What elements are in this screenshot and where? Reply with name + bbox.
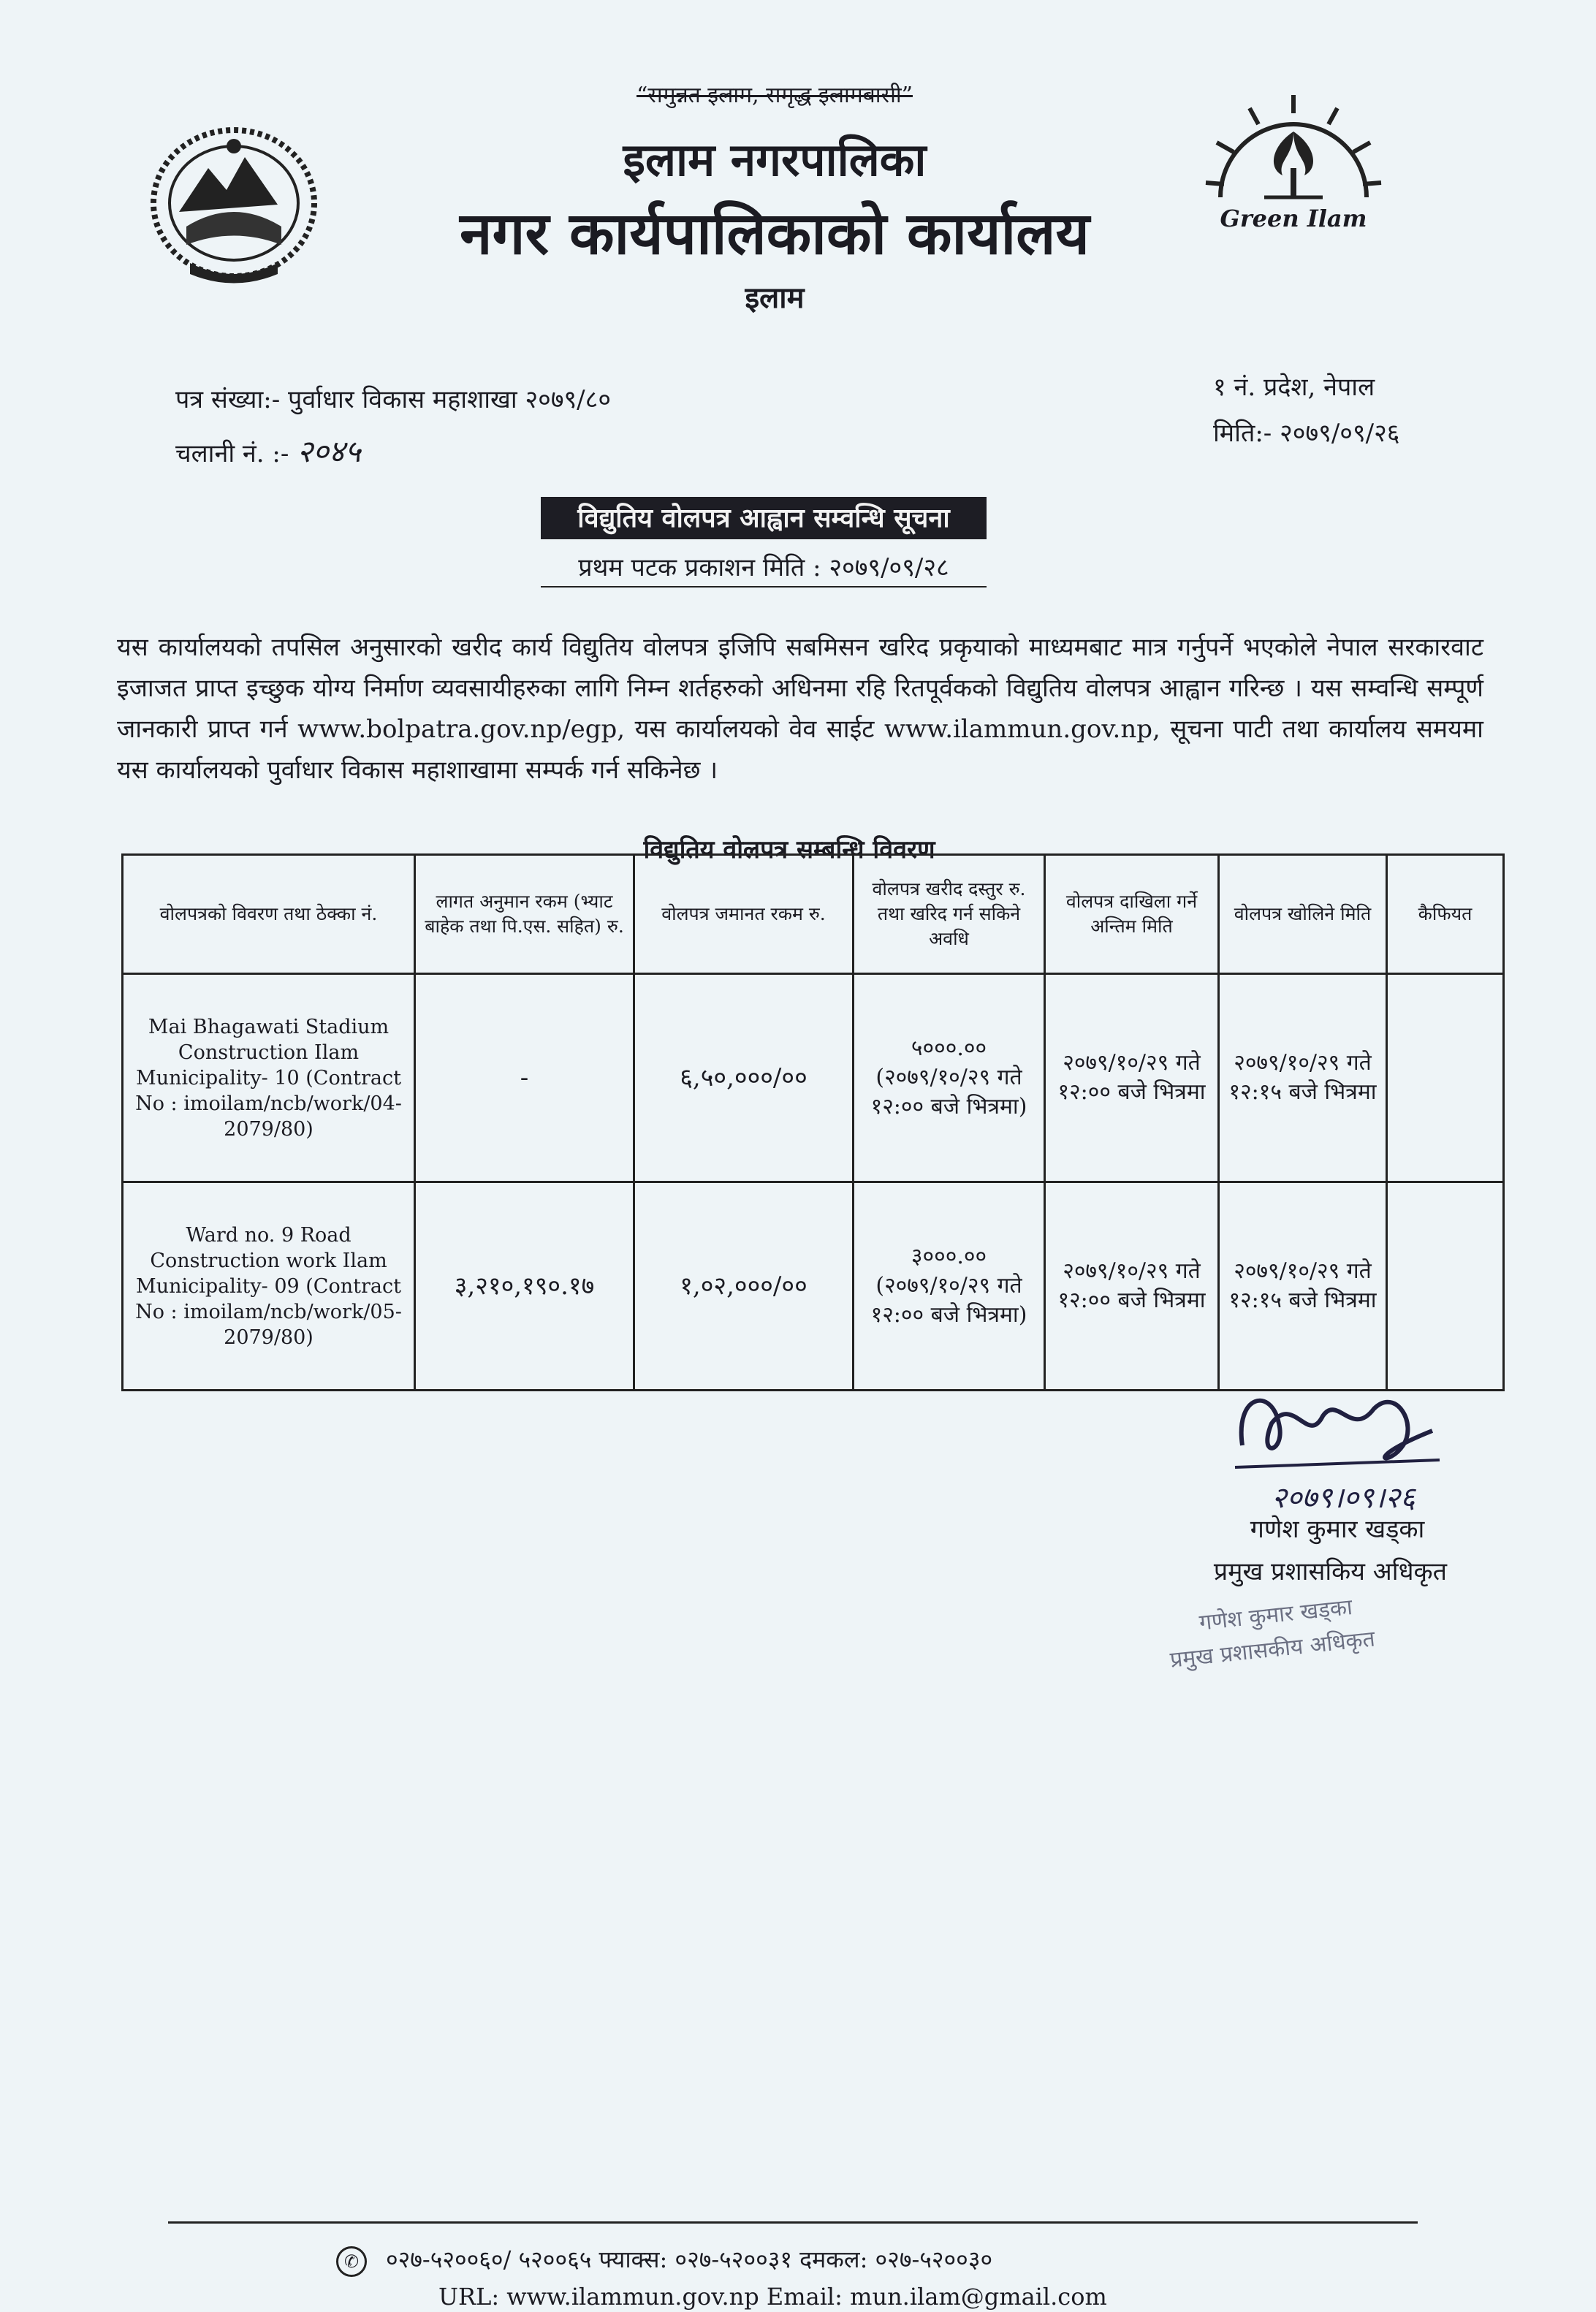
stamp-title: प्रमुख प्रशासकीय अधिकृत <box>1168 1626 1377 1673</box>
cell-remarks <box>1387 1182 1504 1391</box>
table-caption: विद्युतिय वोलपत्र सम्बन्धि विवरण <box>643 835 935 864</box>
footer-contact <box>336 2243 1286 2277</box>
date-value: २०७९/०९/२६ <box>1280 419 1400 448</box>
ref-value: पुर्वाधार विकास महाशाखा २०७९/८० <box>288 385 611 414</box>
ref-label: पत्र संख्या:- <box>175 385 281 414</box>
cell-opening: २०७९/१०/२९ गते १२:१५ बजे भित्रमा <box>1219 1182 1387 1391</box>
signatory-title: प्रमुख प्रशासकिय अधिकृत <box>1213 1557 1447 1586</box>
reference-number <box>175 381 611 415</box>
org-name: इलाम नगरपालिका <box>623 133 927 186</box>
green-ilam-logo <box>1191 88 1396 256</box>
signature-date: २०७९।०९।२६ <box>1272 1481 1416 1515</box>
pub-date-label: प्रथम पटक प्रकाशन मिति : <box>578 553 821 582</box>
col-header-fee: वोलपत्र खरीद दस्तुर रु. तथा खरिद गर्न सकिने अवधि <box>854 855 1045 974</box>
col-header-estimate: लागत अनुमान रकम (भ्याट बाहेक तथा पि.एस. सहित) रु. <box>415 855 634 974</box>
col-header-opening: वोलपत्र खोलिने मिति <box>1219 855 1387 974</box>
cell-description: Mai Bhagawati Stadium Construction Ilam Municipality- 10 (Contract No : imoilam/ncb/work/04-2079/80) <box>123 974 415 1182</box>
cell-submission: २०७९/१०/२९ गते १२:०० बजे भित्रमा <box>1045 974 1219 1182</box>
table-header-row <box>123 855 1504 974</box>
green-ilam-text: Green Ilam <box>1220 205 1367 232</box>
col-header-submission: वोलपत्र दाखिला गर्ने अन्तिम मिति <box>1045 855 1219 974</box>
sun-tree-icon <box>1191 88 1396 205</box>
cell-opening: २०७९/१०/२९ गते १२:१५ बजे भित्रमा <box>1219 974 1387 1182</box>
notice-title: विद्युतिय वोलपत्र आह्वान सम्वन्धि सूचना <box>541 497 987 539</box>
cell-security: १,०२,०००/०० <box>634 1182 854 1391</box>
chalani-label: चलानी नं. :- <box>175 439 289 468</box>
table-row <box>123 974 1504 1182</box>
letter-date <box>1213 415 1399 449</box>
col-header-remarks: कैफियत <box>1387 855 1504 974</box>
signatory-name: गणेश कुमार खड्का <box>1250 1515 1425 1544</box>
chalani-number <box>175 430 361 471</box>
date-label: मिति:- <box>1213 419 1272 448</box>
notice-body: यस कार्यालयको तपसिल अनुसारको खरीद कार्य विद्युतिय वोलपत्र इजिपि सबमिसन खरिद प्रकृयाको माध्यमबाट मात्र गर्नुपर्ने भएकोले नेपाल सरकारवाट इजाजत प्राप्त इच्छुक योग्य निर्माण व्यवसायीहरुका लागि निम्न शर्तहरुको अधिनमा रहि रितपूर्वकको विद्युतिय वोलपत्र आह्वान गरिन्छ । यस सम्वन्धि सम्पूर्ण जानकारी प्राप्त गर्न www.bolpatra.gov.np/egp, यस कार्यालयको वेव साईट www.ilammun.gov.np, सूचना पाटी तथा कार्यालय समयमा यस कार्यालयको पुर्वाधार विकास महाशाखामा सम्पर्क गर्न सकिनेछ । <box>117 633 1483 785</box>
office-place: इलाम <box>745 281 805 315</box>
footer-url: URL: www.ilammun.gov.np Email: mun.ilam@gmail.com <box>438 2283 1107 2311</box>
col-header-security: वोलपत्र जमानत रकम रु. <box>634 855 854 974</box>
cell-estimate: - <box>415 974 634 1182</box>
pub-date-value: २०७९/०९/२८ <box>829 553 949 582</box>
cell-description: Ward no. 9 Road Construction work Ilam Municipality- 09 (Contract No : imoilam/ncb/work/05-2079/80) <box>123 1182 415 1391</box>
table-row <box>123 1182 1504 1391</box>
cell-submission: २०७९/१०/२९ गते १२:०० बजे भित्रमा <box>1045 1182 1219 1391</box>
signature-icon <box>1228 1380 1447 1526</box>
cell-fee: ५०००.०० (२०७९/१०/२९ गते १२:०० बजे भित्रमा) <box>854 974 1045 1182</box>
motto: “समुन्नत इलाम, समृद्ध इलामबासी” <box>636 83 913 108</box>
footer-divider <box>168 2221 1418 2224</box>
cell-estimate: ३,२१०,१९०.१७ <box>415 1182 634 1391</box>
stamp-name: गणेश कुमार खड्का <box>1198 1594 1354 1636</box>
nepal-emblem-icon <box>146 117 322 292</box>
col-header-description: वोलपत्रको विवरण तथा ठेक्का नं. <box>123 855 415 974</box>
phone-numbers: ०२७-५२००६०/ ५२००६५ फ्याक्स: ०२७-५२००३१ दमकल: ०२७-५२००३० <box>386 2246 993 2273</box>
publication-date <box>541 550 987 587</box>
cell-remarks <box>1387 974 1504 1182</box>
cell-fee: ३०००.०० (२०७९/१०/२९ गते १२:०० बजे भित्रमा) <box>854 1182 1045 1391</box>
chalani-value: २०४५ <box>297 433 361 469</box>
office-name: नगर कार्यपालिकाको कार्यालय <box>460 199 1090 267</box>
bid-table <box>121 853 1505 1391</box>
cell-security: ६,५०,०००/०० <box>634 974 854 1182</box>
province: १ नं. प्रदेश, नेपाल <box>1213 373 1375 402</box>
phone-icon: ✆ <box>336 2246 367 2277</box>
